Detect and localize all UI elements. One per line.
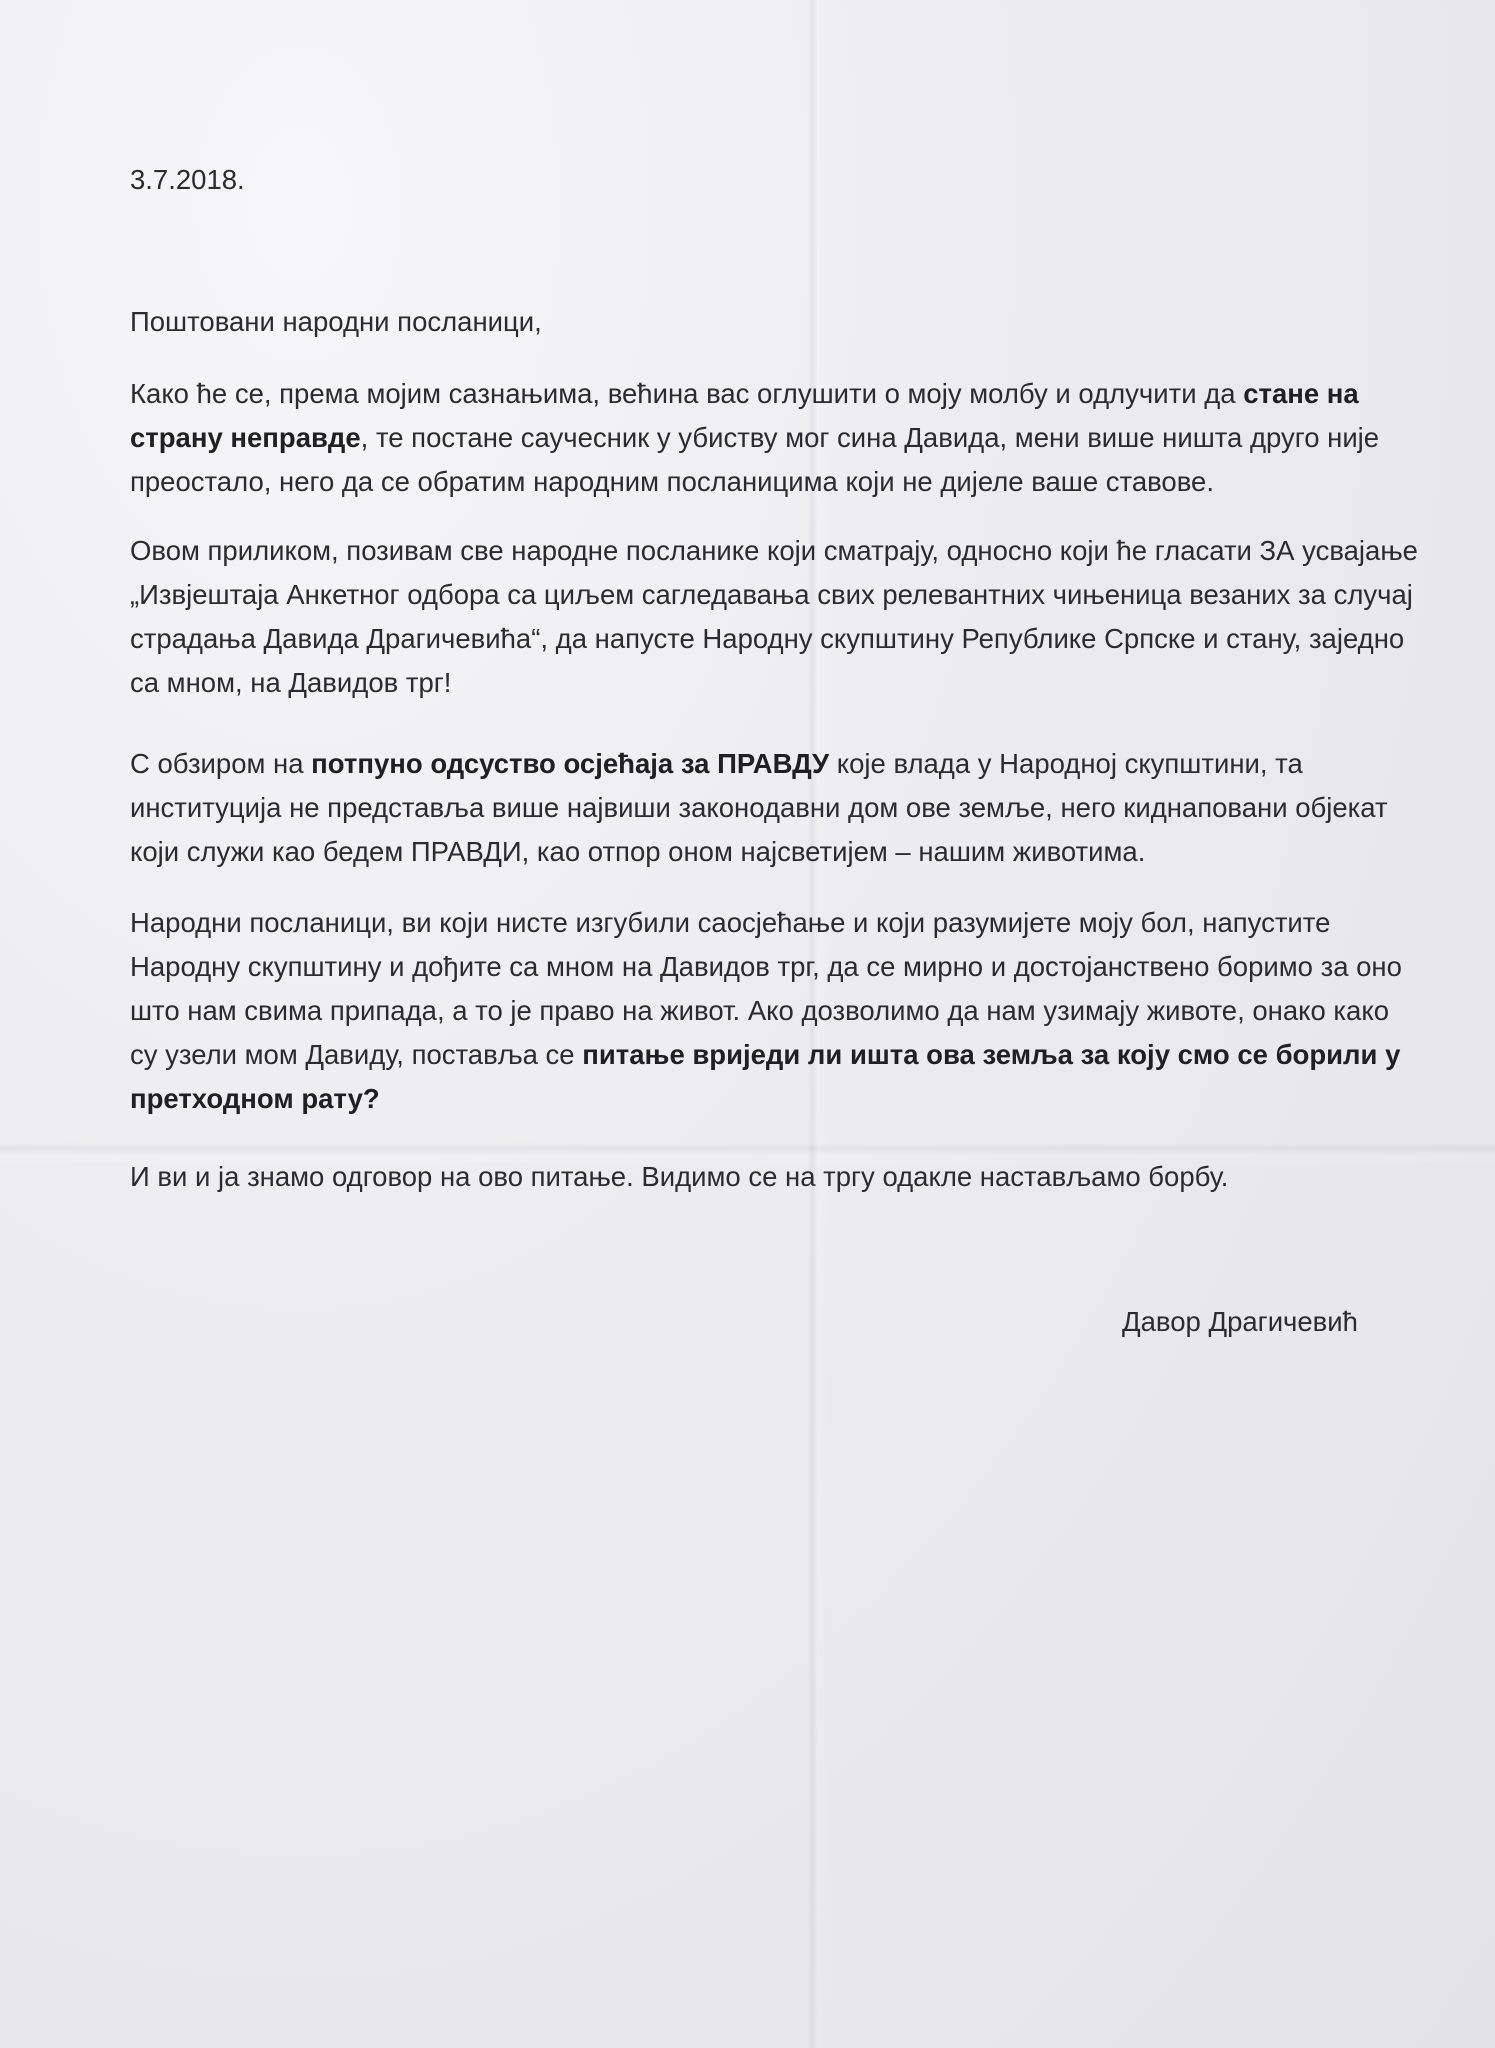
letter-signature: Давор Драгичевић [1122, 1306, 1358, 1337]
paragraph-5-text: И ви и ја знамо одговор на ово питање. Видимо се на тргу одакле настављамо борбу. [130, 1161, 1229, 1192]
paragraph-1-bold: стане на страну неправде [130, 378, 1359, 453]
paragraph-3-text-b: које влада у Народној скупштини, та институција не представља више највиши законодавни дом ове земље, него киднаповани објекат који служи као бедем ПРАВДИ, као отпор оном најсветијем – нашим животима. [130, 748, 1388, 867]
paragraph-1-text-b: , те постане саучесник у убиству мог сина Давида, мени више ништа друго није преостало, него да се обратим народним посланицима који не дијеле ваше ставове. [130, 422, 1380, 497]
paragraph-3-text-a: С обзиром на [130, 748, 312, 779]
paragraph-1 [130, 372, 1420, 504]
paragraph-5 [130, 1155, 1420, 1199]
paragraph-2-text: Овом приликом, позивам све народне посланике који сматрају, односно који ће гласати ЗА усвајање „Извјештаја Анкетног одбора са циљем сагледавања свих релевантних чињеница везаних за случај страдања Давида Драгичевића“, да напусте Народну скупштину Републике Српске и стану, заједно са мном, на Давидов трг! [130, 535, 1418, 698]
paragraph-4-bold: питање вриједи ли ишта ова земља за коју смо се борили у претходном рату? [130, 1039, 1401, 1114]
paragraph-4-text: Народни посланици, ви који нисте изгубили саосјећање и који разумијете моју бол, напустите Народну скупштину и дођите са мном на Давидов трг, да се мирно и достојанствено боримо за оно што нам свима припада, а то је право на живот. Ако дозволимо да нам узимају животе, онако како су узели мом Давиду, поставља се [130, 907, 1402, 1070]
paragraph-1-text-a: Како ће се, према мојим сазнањима, већина вас оглушити о моју молбу и одлучити да [130, 378, 1244, 409]
paragraph-3 [130, 742, 1420, 874]
paragraph-4 [130, 901, 1420, 1121]
paragraph-3-bold: потпуно одсуство осјећаја за ПРАВДУ [311, 748, 830, 779]
letter-date: 3.7.2018. [130, 164, 245, 195]
letter-salutation: Поштовани народни посланици, [130, 306, 542, 337]
paragraph-2 [130, 529, 1420, 705]
